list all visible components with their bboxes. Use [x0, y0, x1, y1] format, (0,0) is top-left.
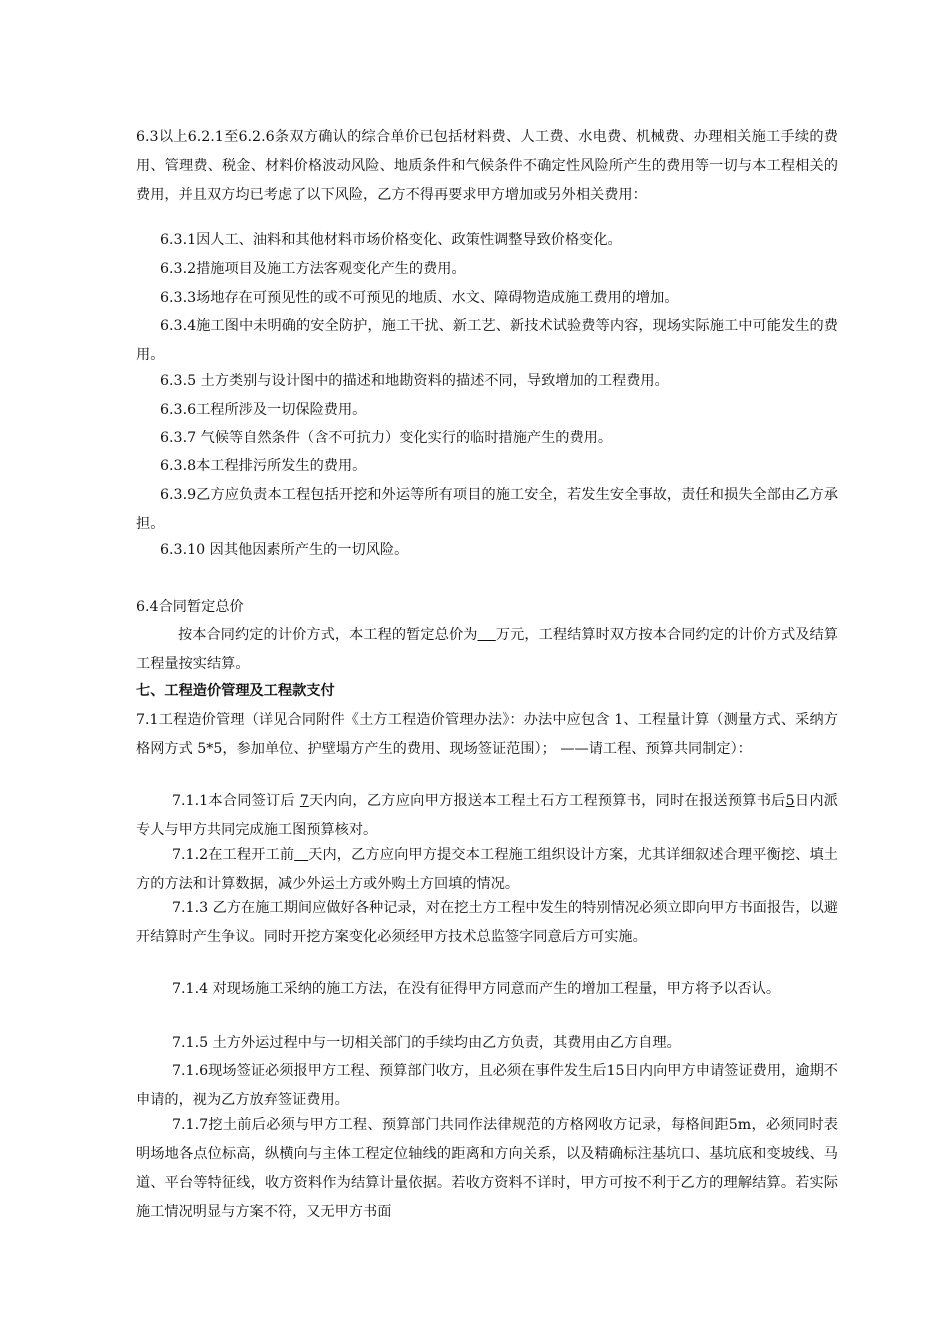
clause-7-1: 7.1工程造价管理（详见合同附件《土方工程造价管理办法》：办法中应包含 1、工程量计算（测量方式、采纳方格网方式 5*5，参加单位、护壁塌方产生的费用、现场签证范围）； ——请工程、预算共同制定）：	[136, 712, 838, 757]
clause-6-3-3: 6.3.3场地存在可预见性的或不可预见的地质、水文、障碍物造成施工费用的增加。	[160, 290, 679, 306]
clause-6-4-text-a: 按本合同约定的计价方式，本工程的暂定总价为	[178, 627, 478, 643]
clause-6-3-8: 6.3.8本工程排污所发生的费用。	[160, 458, 367, 474]
clause-7-1-6: 7.1.6现场签证必须报甲方工程、预算部门收方，且必须在事件发生后15日内向甲方申请签证费用，逾期不申请的，视为乙方放弃签证费用。	[136, 1063, 838, 1108]
clause-7-1-4: 7.1.4 对现场施工采纳的施工方法，在没有征得甲方同意而产生的增加工程量，甲方将予以否认。	[172, 981, 781, 997]
clause-7-1-2	[136, 841, 838, 899]
clause-6-3-4: 6.3.4施工图中未明确的安全防护，施工干扰、新工艺、新技术试验费等内容，现场实际施工中可能发生的费用。	[136, 318, 838, 363]
clause-7-1-1	[136, 787, 838, 845]
section-7-heading: 七、工程造价管理及工程款支付	[136, 683, 335, 699]
clause-7-1-1-text-a: 7.1.1本合同签订后	[172, 793, 300, 809]
clause-7-1-2-text-b: 天内，乙方应向甲方提交本工程施工组织设计方案，尤其详细叙述合理平衡挖、填土方的方法和计算数据，减少外运土方或外购土方回填的情况。	[136, 847, 838, 892]
clause-7-1-1-text-b: 天内向，乙方应向甲方报送本工程土石方工程预算书，同时在报送预算书后	[308, 793, 786, 809]
clause-7-1-2-text-a: 7.1.2在工程开工前	[172, 847, 295, 863]
clause-6-4-title: 6.4合同暂定总价	[136, 599, 244, 615]
clause-7-1-7: 7.1.7挖土前后必须与甲方工程、预算部门共同作法律规范的方格网收方记录，每格间距5m，必须同时表明场地各点位标高，纵横向与主体工程定位轴线的距离和方向关系，以及精确标注基坑口、基坑底和变坡线、马道、平台等特征线，收方资料作为结算计量依据。若收方资料不详时，甲方可按不利于乙方的理解结算。若实际施工情况明显与方案不符，又无甲方书面	[136, 1117, 838, 1220]
clause-6-3-2: 6.3.2措施项目及施工方法客观变化产生的费用。	[160, 261, 466, 277]
days-value-2: 5	[785, 793, 795, 809]
clause-6-3-9: 6.3.9乙方应负责本工程包括开挖和外运等所有项目的施工安全，若发生安全事故，责任和损失全部由乙方承担。	[136, 487, 838, 532]
clause-6-4-body	[136, 621, 838, 679]
days-blank	[294, 847, 308, 863]
days-value-1: 7	[299, 793, 309, 809]
clause-6-3-1: 6.3.1因人工、油料和其他材料市场价格变化、政策性调整导致价格变化。	[160, 232, 622, 248]
clause-7-1-1-text-c: 日内派专人与甲方共同完成施工图预算核对。	[136, 793, 838, 838]
total-price-blank	[477, 627, 495, 643]
clause-7-1-3: 7.1.3 乙方在施工期间应做好各种记录，对在挖土方工程中发生的特别情况必须立即向甲方书面报告，以避开结算时产生争议。同时开挖方案变化必须经甲方技术总监签字同意后方可实施。	[136, 900, 838, 945]
clause-6-3: 6.3以上6.2.1至6.2.6条双方确认的综合单价已包括材料费、人工费、水电费、机械费、办理相关施工手续的费用、管理费、税金、材料价格波动风险、地质条件和气候条件不确定性风险所产生的费用等一切与本工程相关的费用，并且双方均已考虑了以下风险，乙方不得再要求甲方增加或另外相关费用：	[136, 129, 838, 203]
clause-6-3-6: 6.3.6工程所涉及一切保险费用。	[160, 402, 367, 418]
clause-6-3-10: 6.3.10 因其他因素所产生的一切风险。	[160, 542, 409, 558]
clause-6-3-5: 6.3.5 土方类别与设计图中的描述和地勘资料的描述不同，导致增加的工程费用。	[160, 373, 669, 389]
clause-7-1-5: 7.1.5 土方外运过程中与一切相关部门的手续均由乙方负责，其费用由乙方自理。	[172, 1035, 681, 1051]
clause-6-4-text-b: 万元，工程结算时双方按本合同约定的计价方式及结算工程量按实结算。	[136, 627, 838, 672]
clause-6-3-7: 6.3.7 气候等自然条件（含不可抗力）变化实行的临时措施产生的费用。	[160, 430, 613, 446]
